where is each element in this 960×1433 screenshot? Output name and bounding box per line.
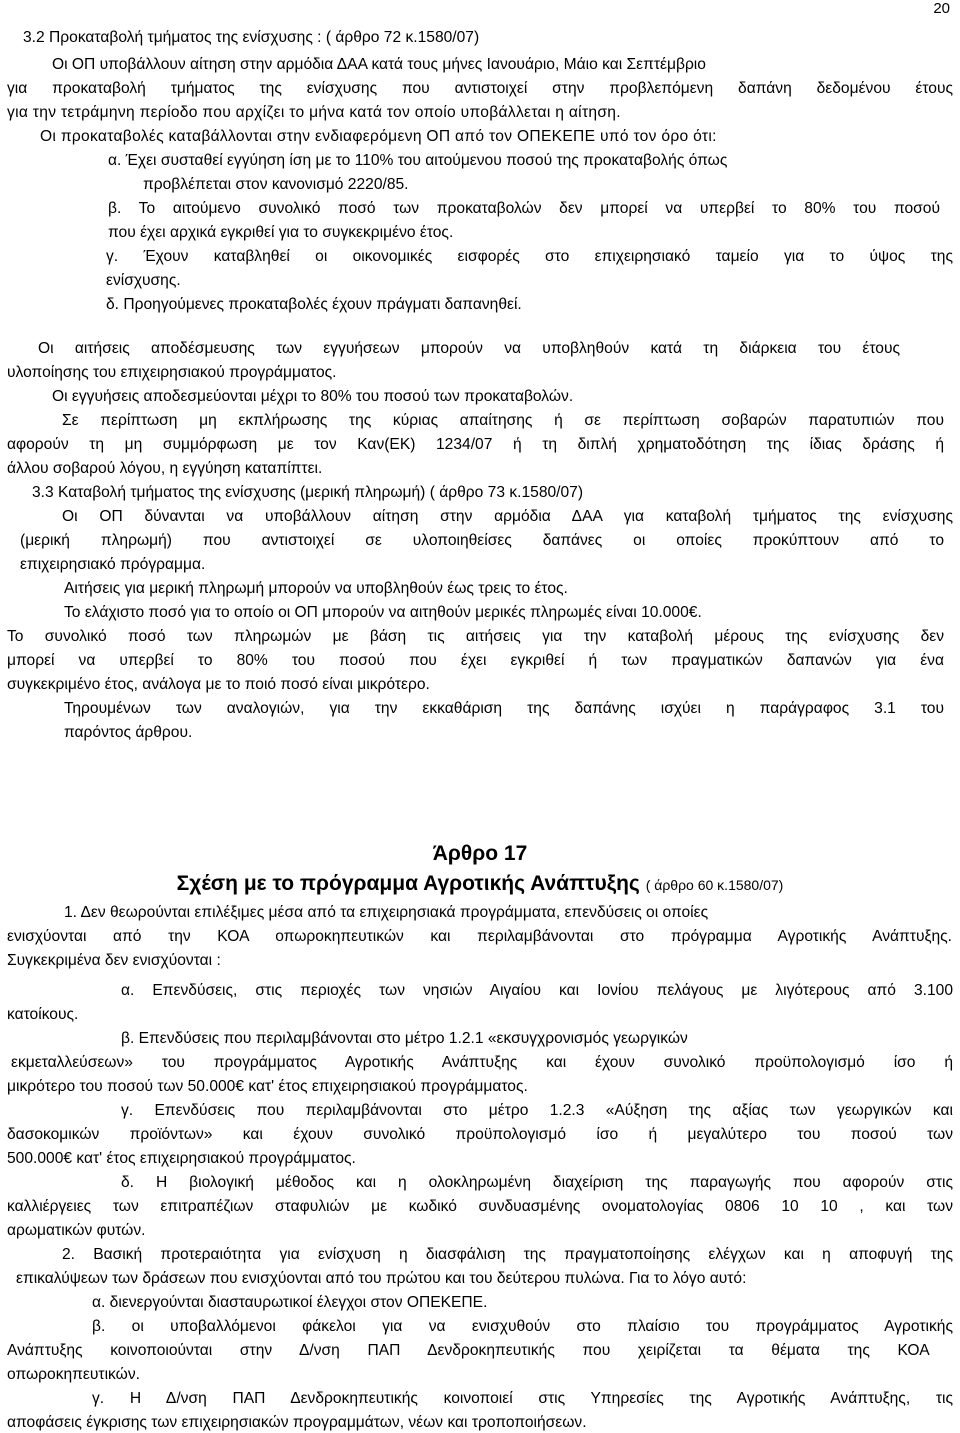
text-line: παρόντος άρθρου. [64,724,193,741]
text-line: Οι ΟΠ δύνανται να υποβάλλουν αίτηση στην αρμόδια ΔΑΑ για καταβολή τμήματος της ενίσχυσης [62,508,953,525]
text-line: αρωματικών φυτών. [7,1222,146,1239]
text-line: αφορούν τη μη συμμόρφωση με τον Καν(ΕΚ) 1234/07 ή τη διπλή χρηματοδότηση της ίδιας δράσης ή [7,436,944,453]
article-title-text: Σχέση με το πρόγραμμα Αγροτικής Ανάπτυξης [176,872,640,895]
text-line: επιχειρησιακό πρόγραμμα. [20,556,206,573]
text-line: 3.2 Προκαταβολή τμήματος της ενίσχυσης : ( άρθρο 72 κ.1580/07) [23,29,480,46]
text-line: εκμεταλλεύσεων» του προγράμματος Αγροτικής Ανάπτυξης και έχουν συνολικό προϋπολογισμό ίσο ή [11,1054,953,1071]
text-line: επικαλύψεων των δράσεων που ενισχύονται από του πρώτου και του δεύτερου πυλώνα. Για το λόγο αυτό: [16,1270,747,1287]
text-line: Το ελάχιστο ποσό για το οποίο οι ΟΠ μπορούν να αιτηθούν μερικές πληρωμές είναι 10.000€. [64,604,702,621]
text-line: Αιτήσεις για μερική πληρωμή μπορούν να υποβληθούν έως τρεις το έτος. [64,580,568,597]
text-line: β. Επενδύσεις που περιλαμβάνονται στο μέτρο 1.2.1 «εκσυγχρονισμός γεωργικών [121,1030,688,1047]
text-line: γ. Έχουν καταβληθεί οι οικονομικές εισφορές στο επιχειρησιακό ταμείο για το ύψος της [106,248,953,265]
text-line: 1. Δεν θεωρούνται επιλέξιμες μέσα από τα επιχειρησιακά προγράμματα, επενδύσεις οι οποίες [64,904,709,921]
text-line: γ. Επενδύσεις που περιλαμβάνονται στο μέτρο 1.2.3 «Αύξηση της αξίας των γεωργικών και [121,1102,953,1119]
page-number: 20 [933,0,950,17]
article-number: Άρθρο 17 [432,842,528,865]
text-line: Συγκεκριμένα δεν ενισχύονται : [7,952,221,969]
text-line: 2. Βασική προτεραιότητα για ενίσχυση η διασφάλιση της πραγματοποίησης ελέγχων και η αποφυγή της [62,1246,953,1263]
text-line: υλοποίησης του επιχειρησιακού προγράμματος. [7,364,337,381]
article-title [0,872,960,896]
text-line: για προκαταβολή τμήματος της ενίσχυσης που αντιστοιχεί στην προβλεπόμενη δαπάνη δεδομένου έτους [7,80,953,97]
text-line: δασοκομικών προϊόντων» και έχουν συνολικό προϋπολογισμό ίσο ή μεγαλύτερο του ποσού των [7,1126,953,1143]
text-line: που έχει αρχικά εγκριθεί για το συγκεκριμένο έτος. [108,224,454,241]
text-line: γ. Η Δ/νση ΠΑΠ Δενδροκηπευτικής κοινοποιεί στις Υπηρεσίες της Αγροτικής Ανάπτυξης, τις [92,1390,953,1407]
text-line: 500.000€ κατ' έτος επιχειρησιακού προγράμματος. [7,1150,356,1167]
text-line: κατοίκους. [7,1006,79,1023]
text-line: για την τετράμηνη περίοδο που αρχίζει το μήνα κατά τον οποίο υποβάλλεται η αίτηση. [7,104,621,121]
article-reference: ( άρθρο 60 κ.1580/07) [645,877,784,893]
text-line: μικρότερο του ποσού των 50.000€ κατ' έτος επιχειρησιακού προγράμματος. [7,1078,528,1095]
text-line: α. διενεργούνται διασταυρωτικοί έλεγχοι στον ΟΠΕΚΕΠΕ. [92,1294,488,1311]
text-line: Οι εγγυήσεις αποδεσμεύονται μέχρι το 80% του ποσού των προκαταβολών. [52,388,574,405]
text-line: Οι αιτήσεις αποδέσμευσης των εγγυήσεων μπορούν να υποβληθούν κατά τη διάρκεια του έτους [38,340,900,357]
text-line: Οι ΟΠ υποβάλλουν αίτηση στην αρμόδια ΔΑΑ κατά τους μήνες Ιανουάριο, Μάιο και Σεπτέμβριο [52,56,706,73]
text-line: δ. Η βιολογική μέθοδος και η ολοκληρωμένη διαχείριση της παραγωγής που αφορούν στις [121,1174,953,1191]
text-line: Ανάπτυξης κοινοποιούνται στην Δ/νση ΠΑΠ Δενδροκηπευτικής που χειρίζεται τα θέματα της ΚΟΑ [7,1342,930,1359]
text-line: καλλιέργειες των επιτραπέζιων σταφυλιών με κωδικό συνδυασμένης ονοματολογίας 0806 10 10 , και των [7,1198,953,1215]
text-line: α. Επενδύσεις, στις περιοχές των νησιών Αιγαίου και Ιονίου πελάγους με λιγότερους από 3.100 [121,982,953,999]
text-line: ενίσχυσης. [106,272,181,289]
text-line: Το συνολικό ποσό των πληρωμών με βάση τις αιτήσεις για την καταβολή μέρους της ενίσχυσης δεν [7,628,944,645]
text-line: μπορεί να υπερβεί το 80% του ποσού που έχει εγκριθεί ή των πραγματικών δαπανών για ένα [7,652,944,669]
text-line: οπωροκηπευτικών. [7,1366,140,1383]
text-line: Τηρουμένων των αναλογιών, για την εκκαθάριση της δαπάνης ισχύει η παράγραφος 3.1 του [64,700,944,717]
text-line: α. Έχει συσταθεί εγγύηση ίση με το 110% του αιτούμενου ποσού της προκαταβολής όπως [108,152,728,169]
text-line: ενισχύονται από την ΚΟΑ οπωροκηπευτικών και περιλαμβάνονται στο πρόγραμμα Αγροτικής Ανάπτυξης. [7,928,952,945]
text-line: δ. Προηγούμενες προκαταβολές έχουν πράγματι δαπανηθεί. [106,296,522,313]
text-line: β. Το αιτούμενο συνολικό ποσό των προκαταβολών δεν μπορεί να υπερβεί το 80% του ποσού [108,200,940,217]
text-line: προβλέπεται στον κανονισμό 2220/85. [143,176,409,193]
text-line: 3.3 Καταβολή τμήματος της ενίσχυσης (μερική πληρωμή) ( άρθρο 73 κ.1580/07) [32,484,584,501]
text-line: άλλου σοβαρού λόγου, η εγγύηση καταπίπτει. [7,460,323,477]
text-line: συγκεκριμένο έτος, ανάλογα με το ποιό ποσό είναι μικρότερο. [7,676,430,693]
text-line: β. οι υποβαλλόμενοι φάκελοι για να ενισχυθούν στο πλαίσιο του προγράμματος Αγροτικής [92,1318,953,1335]
text-line: (μερική πληρωμή) που αντιστοιχεί σε υλοποιηθείσες δαπάνες οι οποίες προκύπτουν από το [20,532,944,549]
text-line: Οι προκαταβολές καταβάλλονται στην ενδιαφερόμενη ΟΠ από τον ΟΠΕΚΕΠΕ υπό τον όρο ότι: [40,128,717,145]
text-line: αποφάσεις έγκρισης των επιχειρησιακών προγραμμάτων, νέων και τροποποιήσεων. [7,1414,587,1431]
text-line: Σε περίπτωση μη εκπλήρωσης της κύριας απαίτησης ή σε περίπτωση σοβαρών παρατυπιών που [62,412,944,429]
